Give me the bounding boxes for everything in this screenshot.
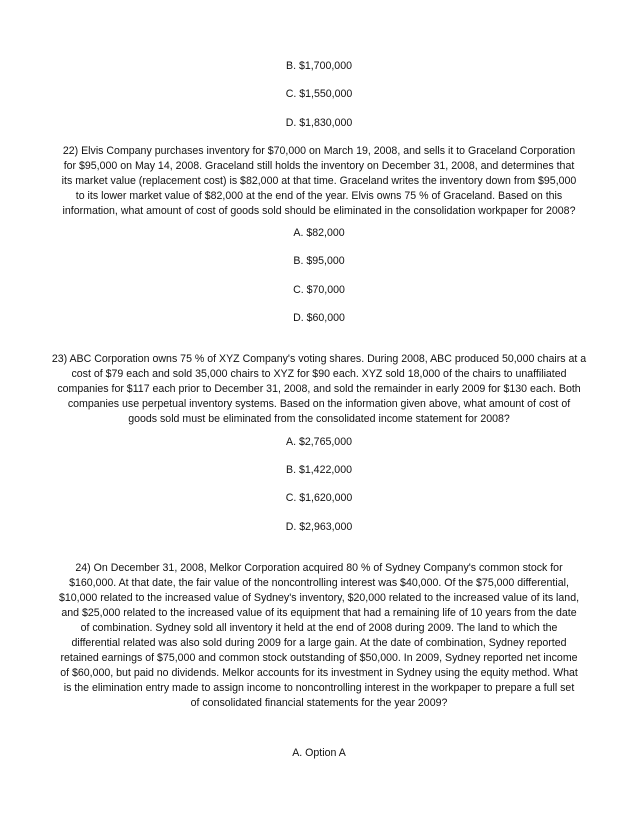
q24-line: and $25,000 related to the increased value of its equipment that had a remaining life of 10 years from the date xyxy=(61,607,577,619)
q22-option-c: C. $70,000 xyxy=(293,284,345,296)
q23-option-b: B. $1,422,000 xyxy=(286,464,352,476)
q23-line: cost of $79 each and sold 35,000 chairs to XYZ for $90 each. XYZ sold 18,000 of the chairs to unaffiliated xyxy=(71,368,567,380)
q24-line: retained earnings of $75,000 and common stock outstanding of $50,000. In 2009, Sydney reported net income xyxy=(60,652,578,664)
q22-option-d: D. $60,000 xyxy=(293,312,345,324)
q24-line: $10,000 related to the increased value of Sydney's inventory, $20,000 related to the increased value of its land, xyxy=(58,592,580,604)
option-b-prev: B. $1,700,000 xyxy=(286,60,352,72)
q24-line: of combination. Sydney sold all inventory it held at the end of 2008 during 2009. The land to which the xyxy=(80,622,558,634)
q24-line: is the elimination entry made to assign income to noncontrolling interest in the workpaper to prepare a full set xyxy=(63,682,575,694)
q24-option-a: A. Option A xyxy=(292,747,346,759)
q22-line: 22) Elvis Company purchases inventory for $70,000 on March 19, 2008, and sells it to Graceland Corporation xyxy=(62,145,576,157)
option-c-prev: C. $1,550,000 xyxy=(285,88,353,100)
q22-line: to its lower market value of $82,000 at the end of the year. Elvis owns 75 % of Graceland. Based on this xyxy=(75,190,563,202)
q23-line: goods sold must be eliminated from the consolidated income statement for 2008? xyxy=(128,413,510,425)
q24-line: 24) On December 31, 2008, Melkor Corporation acquired 80 % of Sydney Company's common stock for xyxy=(75,562,563,574)
q23-line: companies for $117 each prior to December 31, 2008, and sold the remainder in early 2009 for $130 each. Both xyxy=(57,383,581,395)
q22-line: its market value (replacement cost) is $82,000 at that time. Graceland writes the inventory down from $95,000 xyxy=(61,175,577,187)
q22-option-a: A. $82,000 xyxy=(293,227,345,239)
q24-line: $160,000. At that date, the fair value of the noncontrolling interest was $40,000. Of the $75,000 differential, xyxy=(69,577,569,589)
q24-line: of consolidated financial statements for the year 2009? xyxy=(190,697,448,709)
q23-option-a: A. $2,765,000 xyxy=(286,436,352,448)
q22-option-b: B. $95,000 xyxy=(293,255,345,267)
q23-line: 23) ABC Corporation owns 75 % of XYZ Company's voting shares. During 2008, ABC produced 50,000 chairs at a xyxy=(51,353,587,365)
q23-line: companies use perpetual inventory systems. Based on the information given above, what amount of cost of xyxy=(67,398,571,410)
option-d-prev: D. $1,830,000 xyxy=(285,117,353,129)
q24-line: of $60,000, but paid no dividends. Melkor accounts for its investment in Sydney using the equity method. What xyxy=(60,667,578,679)
q23-option-c: C. $1,620,000 xyxy=(285,492,353,504)
q22-line: for $95,000 on May 14, 2008. Graceland still holds the inventory on December 31, 2008, and determines that xyxy=(63,160,575,172)
q22-line: information, what amount of cost of goods sold should be eliminated in the consolidation workpaper for 2008? xyxy=(62,205,576,217)
q24-line: differential related was also sold during 2009 for a large gain. At the date of combination, Sydney reported xyxy=(71,637,567,649)
q23-option-d: D. $2,963,000 xyxy=(285,521,353,533)
